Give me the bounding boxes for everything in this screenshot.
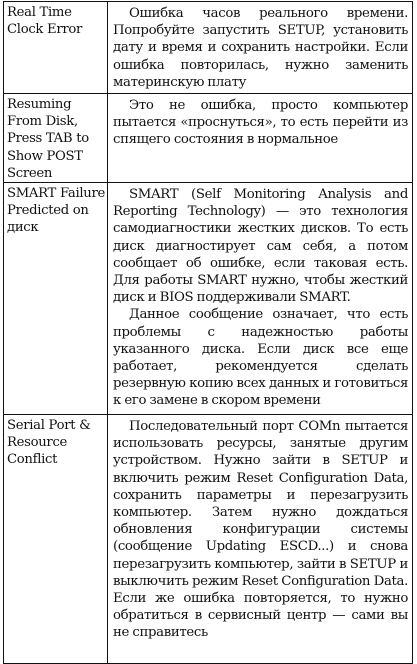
table-row [4, 183, 413, 415]
error-description-cell [108, 94, 413, 183]
error-code-cell [4, 94, 108, 183]
table-row [4, 94, 413, 183]
error-code: SMART Failure Predicted on диск [7, 186, 105, 236]
error-code-cell [4, 183, 108, 415]
error-code-cell [4, 2, 108, 94]
error-code: Resuming From Disk, Press TAB to Show POST Screen [7, 97, 89, 181]
error-code: Real Time Clock Error [7, 5, 82, 38]
error-description: SMART (Self Monitoring Analysis and Reporting Technology) — это технология самодиагностики жестких дисков. То есть диск диагностирует сам себя, а потом сообщает об ошибке, если таковая есть. Для работы SMART нужно, чтобы жесткий диск и BIOS поддерживали SMART. [113, 187, 408, 306]
error-description-cell [108, 415, 413, 664]
error-description-cell [108, 183, 413, 415]
table-row [4, 415, 413, 664]
document-page [3, 1, 413, 664]
error-messages-table [3, 1, 413, 664]
error-description: Данное сообщение означает, что есть проблемы с надежностью работы указанного диска. Если диск все еще работает, рекомендуется сделать резервную копию всех данных и готовиться к его замене в скором времени [113, 307, 408, 409]
error-description-cell [108, 2, 413, 94]
error-code: Serial Port & Resource Conflict [7, 418, 91, 468]
error-description: Ошибка часов реального времени. Попробуйте запустить SETUP, установить дату и время и сохранить настройки. Если ошибка повторилась, нужно заменить материнскую плату [113, 6, 408, 90]
error-description: Последовательный порт COMn пытается использовать ресурсы, занятые другим устройством. Нужно зайти в SETUP и включить режим Reset Configuration Data, сохранить параметры и перезагрузить компьютер. Затем нужно дождаться обновления конфигурации системы (сообщение Updating ESCD...) и снова перезагрузить компьютер, зайти в SETUP и выключить режим Reset Configuration Data. Если же ошибка повторяется, то нужно обратиться в сервисный центр — сами вы не справитесь [113, 419, 408, 641]
error-code-cell [4, 415, 108, 664]
error-description: Это не ошибка, просто компьютер пытается «проснуться», то есть перейти из спящего состояния в нормальное [113, 98, 408, 148]
table-row [4, 2, 413, 94]
